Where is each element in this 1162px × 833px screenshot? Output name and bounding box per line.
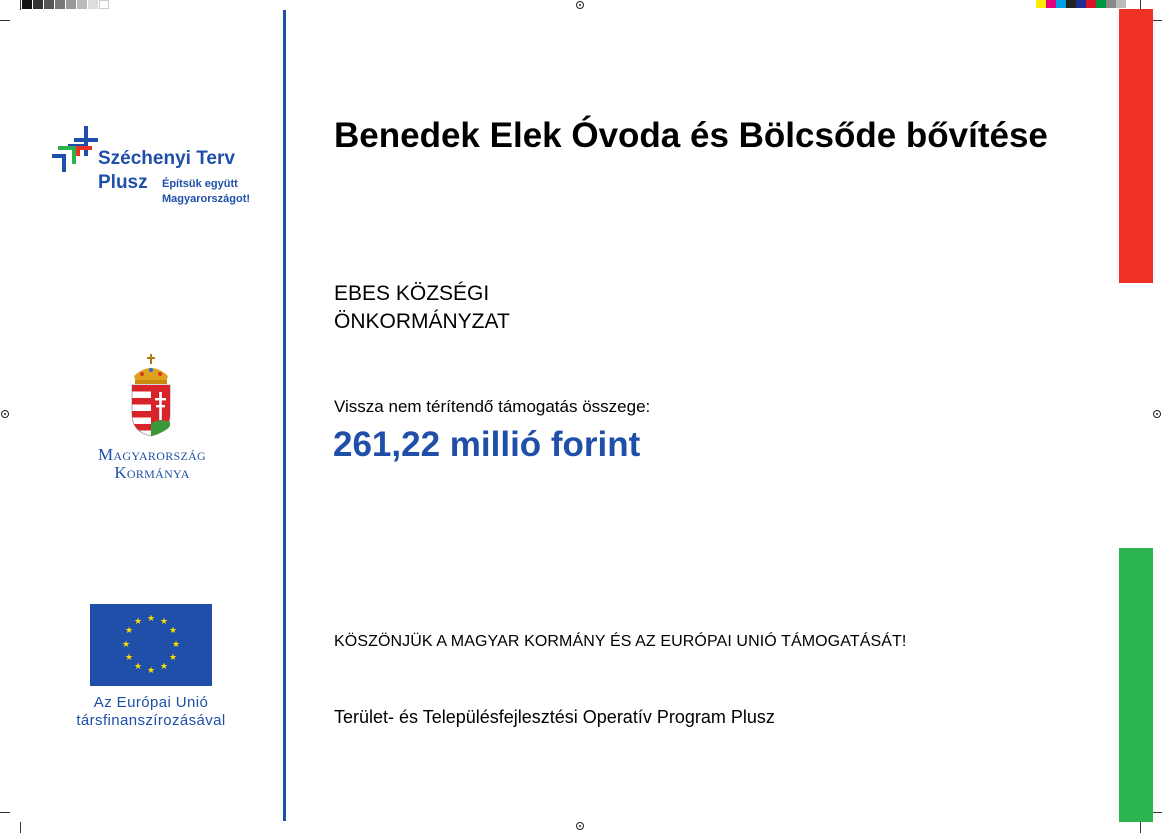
szechenyi-slogan-line2: Magyarországot! — [162, 193, 251, 205]
eu-logo-text — [50, 694, 252, 730]
registration-mark — [1, 410, 9, 418]
svg-text:★: ★ — [171, 640, 181, 650]
crop-mark — [0, 20, 10, 21]
program-name: Terület- és Településfejlesztési Operatív Program Plusz — [334, 707, 775, 727]
svg-text:★: ★ — [168, 626, 178, 636]
szechenyi-slogan-line1: Építsük együtt — [162, 178, 238, 190]
project-title: Benedek Elek Óvoda és Bölcsőde bővítése — [334, 116, 1048, 155]
szechenyi-logo-plusz: Plusz — [98, 172, 148, 193]
print-grey-scale-bar — [22, 0, 109, 9]
government-line1: Magyarország — [97, 445, 207, 464]
support-amount-label: Vissza nem térítendő támogatás összege: — [334, 397, 651, 416]
svg-text:★: ★ — [124, 626, 134, 636]
svg-text:★: ★ — [159, 662, 169, 672]
eu-line1: Az Európai Unió — [93, 694, 209, 711]
beneficiary-line1: EBES KÖZSÉGI — [334, 282, 490, 305]
crop-mark — [0, 812, 10, 813]
crop-mark — [1140, 822, 1141, 833]
svg-text:★: ★ — [146, 614, 156, 624]
svg-text:★: ★ — [133, 617, 143, 627]
government-line2: Kormánya — [114, 463, 190, 482]
svg-text:★: ★ — [121, 640, 131, 650]
svg-text:★: ★ — [159, 617, 169, 627]
svg-text:★: ★ — [146, 666, 156, 676]
print-color-bar — [1036, 0, 1126, 8]
red-flag-stripe — [1119, 9, 1153, 283]
green-flag-stripe — [1119, 548, 1153, 822]
eu-flag-icon — [90, 604, 212, 686]
thanks-message: KÖSZÖNJÜK A MAGYAR KORMÁNY ÉS AZ EURÓPAI UNIÓ TÁMOGATÁSÁT! — [334, 633, 907, 650]
svg-text:★: ★ — [168, 653, 178, 663]
svg-text:★: ★ — [124, 653, 134, 663]
crop-mark — [20, 0, 21, 10]
registration-mark — [576, 822, 584, 830]
szechenyi-logo-title: Széchenyi Terv — [98, 148, 235, 169]
registration-mark — [1153, 410, 1161, 418]
hungarian-coat-of-arms — [126, 352, 176, 438]
szechenyi-logo-slogan — [162, 177, 250, 206]
eu-line2: társfinanszírozásával — [76, 712, 226, 729]
government-logo-text — [70, 446, 234, 482]
support-amount: 261,22 millió forint — [333, 425, 641, 464]
registration-mark — [576, 1, 584, 9]
crop-mark — [20, 822, 21, 833]
beneficiary-line2: ÖNKORMÁNYZAT — [334, 310, 510, 333]
vertical-divider — [283, 10, 286, 821]
svg-text:★: ★ — [133, 662, 143, 672]
beneficiary-name — [334, 280, 510, 336]
